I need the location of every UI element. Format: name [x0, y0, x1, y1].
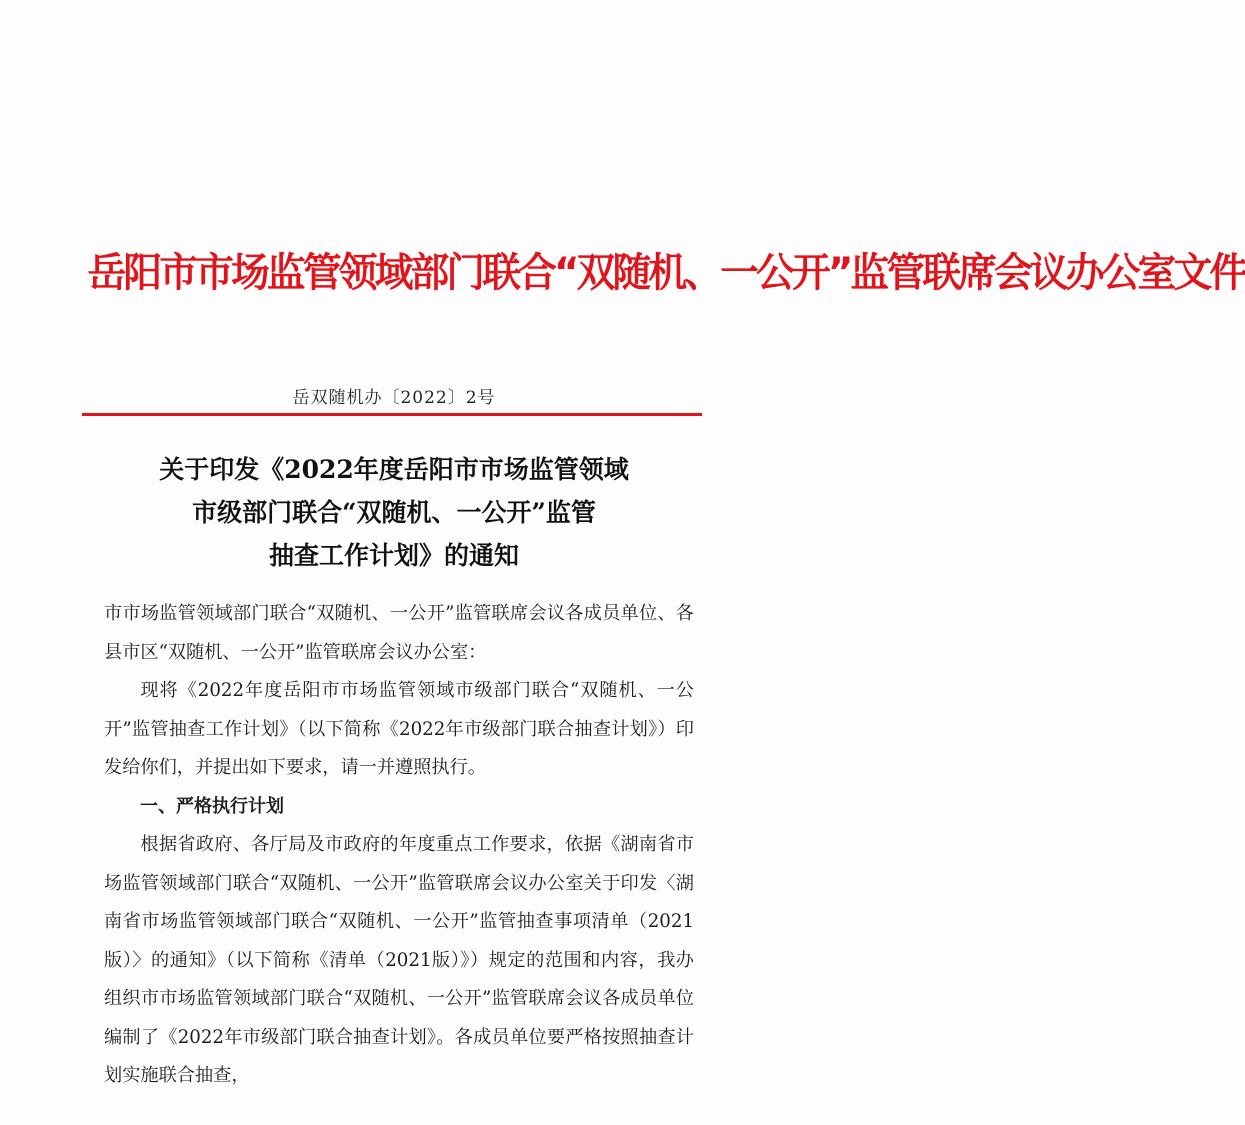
document-title — [80, 448, 708, 577]
document-number: 岳双随机办〔2022〕2号 — [292, 388, 496, 408]
title-line-3: 抽查工作计划》的通知 — [268, 541, 519, 570]
title-line-2: 市级部门联合“双随机、一公开”监管 — [192, 498, 596, 527]
addressee: 市市场监管领域部门联合“双随机、一公开”监管联席会议各成员单位、各县市区“双随机、一公开”监管联席会议办公室： — [104, 603, 694, 663]
paragraph-1: 现将《2022年度岳阳市市场监管领域市级部门联合“双随机、一公开”监管抽查工作计划》（以下简称《2022年市级部门联合抽查计划》）印发给你们，并提出如下要求，请一并遵照执行。 — [104, 680, 694, 778]
paragraph-2: 根据省政府、各厅局及市政府的年度重点工作要求，依据《湖南省市场监管领域部门联合“双随机、一公开”监管联席会议办公室关于印发〈湖南省市场监管领域部门联合“双随机、一公开”监管抽查事项清单（2021版）〉的通知》（以下简称《清单（2021版）》）规定的范围和内容，我办组织市市场监管领域部门联合“双随机、一公开”监管联席会议各成员单位编制了《2022年市级部门联合抽查计划》。各成员单位要严格按照抽查计划实施联合抽查， — [104, 834, 694, 1086]
section-1-heading: 一、严格执行计划 — [140, 795, 284, 817]
title-line-1: 关于印发《2022年度岳阳市市场监管领域 — [159, 455, 629, 484]
document-masthead: 岳阳市市场监管领域部门联合“双随机、一公开”监管联席会议办公室文件 — [87, 250, 1245, 296]
document-body — [104, 595, 694, 1096]
red-divider — [82, 413, 702, 416]
